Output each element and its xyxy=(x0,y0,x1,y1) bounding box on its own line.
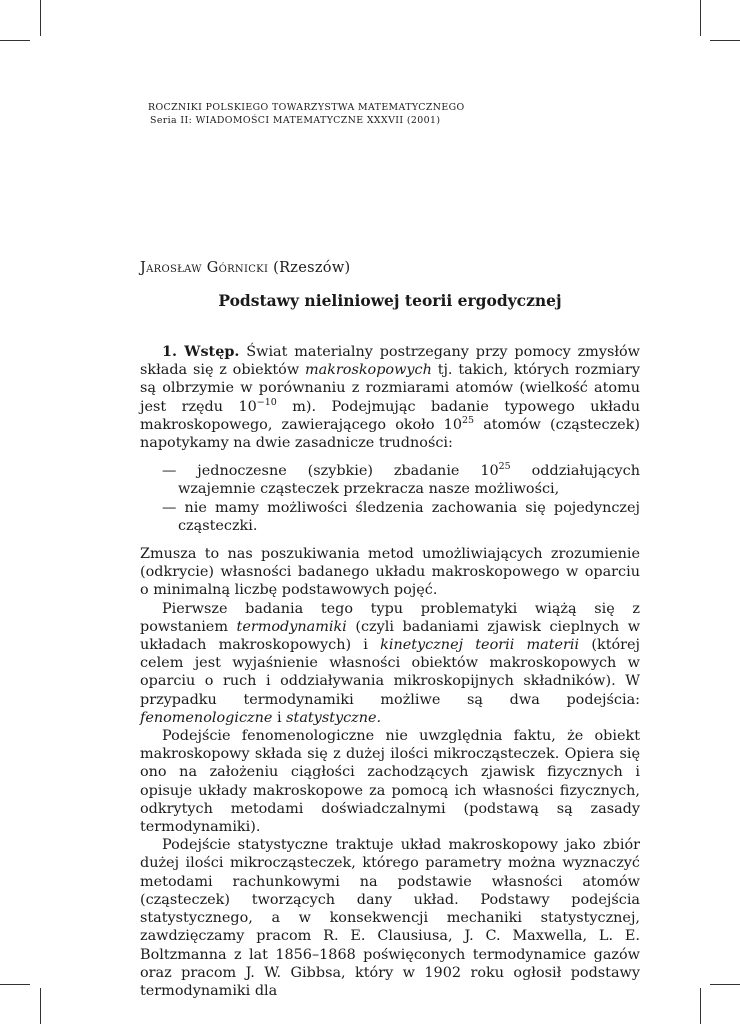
paragraph-4: Podejście fenomenologiczne nie uwzględnia faktu, że obiekt makroskopowy składa się z dużej ilości mikrocząsteczek. Opiera się ono na założeniu ciągłości zachodzących zjawisk fizycznych i opisuje układy makroskopowe za pomocą ich własności fizycznych, odkrytych metodami doświadczalnymi (podstawą są zasady termodynamiki). xyxy=(140,728,640,836)
crop-mark-bottom-left xyxy=(40,988,41,1024)
list-item: — jednoczesne (szybkie) zbadanie $10^{25}$ oddziałujących wzajemnie cząsteczek przekracza nasze możliwości, xyxy=(162,461,640,498)
crop-mark-top-left xyxy=(40,0,41,36)
journal-series: Seria II: WIADOMOŚCI MATEMATYCZNE XXXVII (2001) xyxy=(150,115,441,126)
article-body xyxy=(140,343,640,1000)
crop-mark-top-right xyxy=(700,0,701,36)
crop-mark-top-left-h xyxy=(0,40,30,41)
crop-mark-bottom-left-h xyxy=(0,984,30,985)
crop-mark-top-right-h xyxy=(710,40,740,41)
journal-header xyxy=(148,101,588,127)
article-title: Podstawy nieliniowej teorii ergodycznej xyxy=(218,291,562,310)
journal-name: ROCZNIKI POLSKIEGO TOWARZYSTWA MATEMATYCZNEGO xyxy=(148,102,465,113)
author-name: Jarosław Górnicki xyxy=(140,260,269,276)
paragraph-3: Pierwsze badania tego typu problematyki wiążą się z powstaniem termodynamiki (czyli badaniami zjawisk cieplnych w układach makroskopowych) i kinetycznej teorii materii (której celem jest wyjaśnienie własności obiektów makroskopowych w oparciu o ruch i oddziaływania mikroskopijnych składników). W przypadku termodynamiki możliwe są dwa podejścia: fenomenologiczne i statystyczne. xyxy=(140,600,641,726)
crop-mark-bottom-right-h xyxy=(710,984,740,985)
author-line xyxy=(140,260,351,276)
author-affiliation: (Rzeszów) xyxy=(273,260,351,276)
paragraph-5: Podejście statystyczne traktuje układ makroskopowy jako zbiór dużej ilości mikrocząsteczek, którego parametry można wyznaczyć metodami rachunkowymi na podstawie własności atomów (cząsteczek) tworzących dany układ. Podstawy podejścia statystycznego, a w konsekwencji mechaniki statystycznej, zawdzięczamy pracom R. E. Clausiusa, J. C. Maxwella, L. E. Boltzmanna z lat 1856–1868 poświęconych termodynamice gazów oraz pracom J. W. Gibbsa, który w 1902 roku ogłosił podstawy termodynamiki dla xyxy=(140,837,640,999)
paragraph-intro: 1. Wstęp. Świat materialny postrzegany przy pomocy zmysłów składa się z obiektów makroskopowych tj. takich, których rozmiary są olbrzymie w porównaniu z rozmiarami atomów (wielkość atomu jest rzędu $10^{-10}$ m). Podejmując badanie typowego układu makroskopowego, zawierającego około $10^{25}$ atomów (cząsteczek) napotykamy na dwie zasadnicze trudności: xyxy=(140,343,640,452)
crop-mark-bottom-right xyxy=(700,988,701,1024)
difficulty-list xyxy=(140,462,640,535)
paragraph-2: Zmusza to nas poszukiwania metod umożliwiających zrozumienie (odkrycie) własności badanego układu makroskopowego w oparciu o minimalną liczbę podstawowych pojęć. xyxy=(140,546,640,599)
list-item: — nie mamy możliwości śledzenia zachowania się pojedynczej cząsteczki. xyxy=(162,499,640,534)
section-heading: 1. Wstęp. xyxy=(162,343,240,360)
